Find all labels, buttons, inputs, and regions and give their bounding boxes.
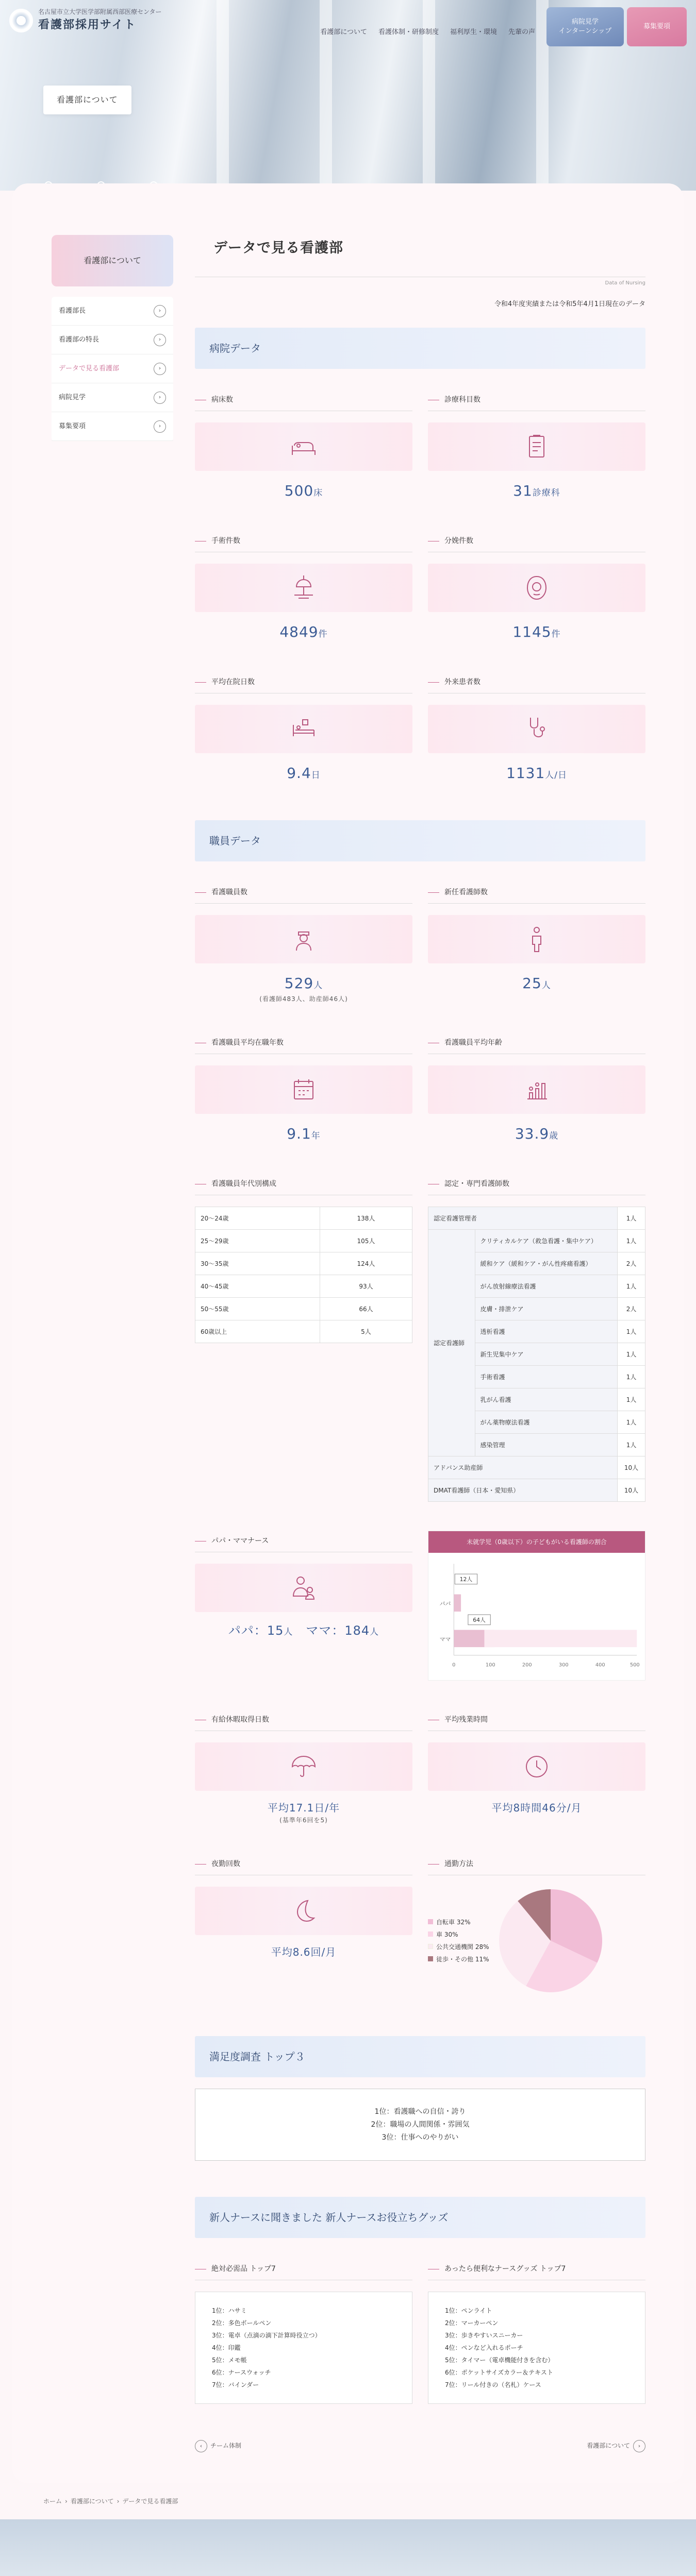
stat-unit: 人 <box>313 980 323 991</box>
list-item: 4位：印鑑 <box>212 2344 241 2351</box>
cert-group: 認定看護師 <box>428 1230 475 1456</box>
legend-label: 公共交通機関 28% <box>436 1943 489 1951</box>
cert-count: 2人 <box>618 1252 645 1275</box>
stat-value: 529 <box>284 975 314 992</box>
cert-count: 10人 <box>618 1456 645 1479</box>
commute-pie <box>496 1887 605 1995</box>
section-hospital-title: 病院データ <box>195 328 645 369</box>
cert-name: がん放射線療法看護 <box>475 1275 618 1298</box>
stat-label: 診療科目数 <box>428 395 645 411</box>
sidebar-list <box>52 297 173 441</box>
next-link[interactable] <box>587 2440 645 2452</box>
section-goods-title: 新人ナースに聞きました 新人ナースお役立ちグッズ <box>195 2197 645 2238</box>
chart-title: 未就学児（0歳以下）の子どもがいる看護師の割合 <box>428 1531 645 1553</box>
umbrella-icon <box>287 1750 320 1783</box>
list-item: 4位：ペンなど入れるポーチ <box>445 2344 523 2351</box>
cert-count: 1人 <box>618 1320 645 1343</box>
legend-item <box>428 1928 489 1941</box>
nav-item-system[interactable]: 看護体制・研修制度 <box>378 28 439 37</box>
stat-unit: 件 <box>551 629 561 639</box>
stat-note: (基準年6回を5) <box>279 1817 328 1824</box>
breadcrumb-about[interactable]: 看護部について <box>70 2498 114 2505</box>
content-panel <box>12 183 684 2483</box>
hospital-bed-icon <box>287 713 320 745</box>
moon-icon <box>287 1894 320 1927</box>
calendar-icon <box>287 1073 320 1106</box>
cert-name: クリティカルケア（救急看護・集中ケア） <box>475 1230 618 1252</box>
sidebar <box>52 235 173 2452</box>
table-row <box>195 1207 412 1230</box>
header-intern-button[interactable] <box>546 7 624 46</box>
person-icon <box>520 923 553 956</box>
hospital-building-photo <box>0 2519 696 2576</box>
stat-label: 外来患者数 <box>428 677 645 693</box>
cert-table-block <box>428 1179 645 1502</box>
stat-outpatients <box>428 677 645 784</box>
breadcrumb-sep: › <box>117 2498 120 2505</box>
section-staff-title: 職員データ <box>195 820 645 861</box>
next-label: 看護部について <box>587 2442 630 2449</box>
sidebar-item-recruit[interactable] <box>52 412 173 441</box>
list-item: 7位：バインダー <box>212 2381 259 2388</box>
stat-unit: 診療科 <box>532 488 560 498</box>
stat-label: 看護職員数 <box>195 887 412 904</box>
stat-surgery <box>195 536 412 643</box>
table-row <box>195 1298 412 1320</box>
list-item: 1位：ハサミ <box>212 2307 247 2314</box>
stat-age <box>428 1038 645 1145</box>
legend-dot <box>428 1919 433 1924</box>
stat-unit: 床 <box>313 488 323 498</box>
sidebar-item-features[interactable] <box>52 326 173 354</box>
cert-name: 感染管理 <box>475 1434 618 1456</box>
chevron-right-icon: › <box>154 392 166 404</box>
site-logo[interactable] <box>9 7 162 33</box>
bar-mama-bg <box>484 1630 637 1648</box>
parents-bar-chart <box>428 1531 645 1681</box>
chevron-right-icon: › <box>154 363 166 375</box>
sidebar-item-label: 看護部長 <box>59 307 86 315</box>
nurse-icon <box>287 923 320 956</box>
cert-name: 緩和ケア（緩和ケア・がん性疼痛看護） <box>475 1252 618 1275</box>
age-table <box>195 1207 412 1343</box>
list-item: 2位：多色ボールペン <box>212 2319 272 2327</box>
sidebar-item-label: データで見る看護部 <box>59 364 120 372</box>
stat-stay <box>195 677 412 784</box>
cert-name: 透析看護 <box>475 1320 618 1343</box>
table-row <box>195 1252 412 1275</box>
top-bar <box>0 0 696 52</box>
age-table-block <box>195 1179 412 1502</box>
cert-count: 1人 <box>618 1388 645 1411</box>
global-nav <box>320 19 687 46</box>
cert-name: アドバンス助産師 <box>428 1456 618 1479</box>
nav-item-voices[interactable]: 先輩の声 <box>508 28 535 37</box>
count-cell: 66人 <box>320 1298 412 1320</box>
chevron-left-icon: ‹ <box>195 2440 207 2452</box>
sidebar-item-label: 病院見学 <box>59 393 86 401</box>
papa-label: パパ： <box>228 1623 267 1638</box>
clipboard-icon <box>520 430 553 463</box>
mama-unit: 人 <box>370 1627 379 1637</box>
cert-count: 1人 <box>618 1230 645 1252</box>
bed-icon <box>287 430 320 463</box>
hero-title: 看護部について <box>43 86 131 114</box>
legend-label: 徒歩・その他 11% <box>436 1956 489 1963</box>
satisfaction-box <box>195 2089 645 2161</box>
row-label: パパ <box>439 1600 451 1607</box>
cert-count: 1人 <box>618 1411 645 1434</box>
table-row <box>428 1207 645 1230</box>
clock-icon <box>520 1750 553 1783</box>
cta-section <box>0 2519 696 2576</box>
list-item: 2位：職場の人間関係・雰囲気 <box>371 2120 470 2129</box>
mama-label: ママ： <box>306 1623 345 1638</box>
count-cell: 138人 <box>320 1207 412 1230</box>
cert-name: 新生児集中ケア <box>475 1343 618 1366</box>
prev-link[interactable] <box>195 2440 241 2452</box>
section-satisfaction-title: 満足度調査 トップ３ <box>195 2036 645 2077</box>
table-row <box>195 1320 412 1343</box>
breadcrumb-sep: › <box>65 2498 68 2505</box>
goods-must <box>195 2264 412 2404</box>
logo-subtitle: 名古屋市立大学医学部附属西部医療センター <box>38 8 162 15</box>
tick-label: 400 <box>595 1662 605 1668</box>
baby-icon <box>520 571 553 604</box>
header-apply-button[interactable]: 募集要項 <box>627 7 687 46</box>
legend-dot <box>428 1931 433 1937</box>
data-label: 12人 <box>459 1575 473 1583</box>
age-cell: 50〜55歳 <box>195 1298 320 1320</box>
legend-item <box>428 1953 489 1965</box>
parents-bar-svg <box>428 1553 645 1676</box>
table-row <box>195 1275 412 1298</box>
breadcrumb <box>0 2483 696 2519</box>
cert-count: 1人 <box>618 1207 645 1230</box>
mama-value: 184 <box>344 1623 370 1638</box>
cert-name: 認定看護管理者 <box>428 1207 618 1230</box>
cert-name: 乳がん看護 <box>475 1388 618 1411</box>
list-item: 3位：仕事へのやりがい <box>382 2133 459 2142</box>
stat-value: 500 <box>284 482 314 499</box>
stat-years <box>195 1038 412 1145</box>
cert-name: DMAT看護師（日本・愛知県） <box>428 1479 618 1502</box>
cert-count: 1人 <box>618 1343 645 1366</box>
stat-label: 有給休暇取得日数 <box>195 1715 412 1731</box>
stat-overtime <box>428 1715 645 1825</box>
legend-dot <box>428 1944 433 1949</box>
age-cell: 25〜29歳 <box>195 1230 320 1252</box>
stat-parents <box>195 1536 412 1681</box>
stat-value: 31 <box>513 482 533 499</box>
bar-growth-icon <box>520 1073 553 1106</box>
staff-data-grid <box>195 887 645 1995</box>
list-item: 3位：歩きやすいスニーカー <box>445 2332 523 2339</box>
stat-label: 新任看護師数 <box>428 887 645 904</box>
sidebar-item-label: 看護部の特長 <box>59 335 100 344</box>
list-item: 7位：リール付きの（名札）ケース <box>445 2381 541 2388</box>
count-cell: 5人 <box>320 1320 412 1343</box>
table-row <box>428 1456 645 1479</box>
stat-label: 通勤方法 <box>428 1859 645 1875</box>
cert-count: 1人 <box>618 1434 645 1456</box>
breadcrumb-home[interactable]: ホーム <box>43 2498 62 2505</box>
hospital-data-grid <box>195 395 645 784</box>
stat-unit: 件 <box>318 629 328 639</box>
sidebar-item-label: 募集要項 <box>59 422 86 430</box>
stat-label: 看護職員年代別構成 <box>195 1179 412 1195</box>
list-item: 5位：タイマー（電卓機能付きを含む） <box>445 2357 554 2364</box>
legend-label: 車 30% <box>436 1931 458 1938</box>
list-item: 5位：メモ帳 <box>212 2357 247 2364</box>
commute-chart <box>428 1887 645 1995</box>
stat-beds <box>195 395 412 502</box>
intern-label-2: インターンシップ <box>558 27 612 35</box>
stat-value: 平均17.1日/年 <box>267 1802 340 1814</box>
nav-item-welfare[interactable]: 福利厚生・環境 <box>450 28 497 37</box>
tick-label: 500 <box>629 1662 640 1668</box>
stat-value: 1145 <box>512 623 552 640</box>
stat-depts <box>428 395 645 502</box>
count-cell: 124人 <box>320 1252 412 1275</box>
cert-name: 手術看護 <box>475 1366 618 1388</box>
stat-label: 手術件数 <box>195 536 412 552</box>
logo-title: 看護部採用サイト <box>38 19 137 31</box>
stat-label: 平均残業時間 <box>428 1715 645 1731</box>
count-cell: 105人 <box>320 1230 412 1252</box>
stat-unit: 歳 <box>549 1131 559 1141</box>
stat-unit: 人/日 <box>545 770 567 781</box>
stat-note: (看護師483人、助産師46人) <box>259 995 348 1003</box>
chevron-right-icon: › <box>633 2440 645 2452</box>
tick-label: 100 <box>485 1662 495 1668</box>
cert-count: 2人 <box>618 1298 645 1320</box>
stat-value: 25 <box>522 975 542 992</box>
header-cta-group <box>546 7 687 46</box>
goods-handy <box>428 2264 645 2404</box>
table-row <box>195 1230 412 1252</box>
stat-unit: 年 <box>311 1131 321 1141</box>
page-title-en: Data of Nursing <box>605 280 645 286</box>
data-note: 令和4年度実績または令和5年4月1日現在のデータ <box>494 300 645 308</box>
row-label: ママ <box>439 1636 451 1643</box>
papa-value: 15 <box>267 1623 284 1638</box>
age-cell: 40〜45歳 <box>195 1275 320 1298</box>
cert-name: がん薬物療法看護 <box>475 1411 618 1434</box>
list-item: 1位：ペンライト <box>445 2307 492 2314</box>
age-cell: 20〜24歳 <box>195 1207 320 1230</box>
nav-item-about[interactable]: 看護部について <box>320 28 367 37</box>
stat-value: 9.4 <box>287 765 311 782</box>
stat-new-nurses <box>428 887 645 1004</box>
stat-unit: 日 <box>311 770 321 781</box>
stethoscope-icon <box>520 713 553 745</box>
age-cell: 60歳以上 <box>195 1320 320 1343</box>
breadcrumb-current: データで見る看護部 <box>122 2498 178 2505</box>
stat-commute <box>428 1859 645 1995</box>
stat-paid-leave <box>195 1715 412 1825</box>
stat-label: 認定・専門看護師数 <box>428 1179 645 1195</box>
data-label: 64人 <box>473 1616 486 1623</box>
sidebar-item-director[interactable] <box>52 297 173 326</box>
cert-count: 10人 <box>618 1479 645 1502</box>
legend-label: 自転車 32% <box>436 1919 471 1926</box>
list-item: 1位：看護職への自信・誇り <box>374 2107 466 2116</box>
intern-label-1: 病院見学 <box>571 18 599 26</box>
list-item: 3位：電卓（点滴の滴下計算時役立つ） <box>212 2332 321 2339</box>
table-row <box>428 1230 645 1252</box>
legend-dot <box>428 1956 433 1961</box>
commute-legend <box>428 1916 489 1965</box>
stat-value: 平均8時間46分/月 <box>491 1802 582 1814</box>
age-cell: 30〜35歳 <box>195 1252 320 1275</box>
papa-unit: 人 <box>284 1627 293 1637</box>
goods-grid <box>195 2264 645 2404</box>
goods-handy-list <box>428 2292 645 2404</box>
cert-table <box>428 1207 645 1502</box>
stat-label: 平均在院日数 <box>195 677 412 693</box>
sidebar-item-data[interactable] <box>52 354 173 383</box>
list-item: 2位：マーカーペン <box>445 2319 499 2327</box>
surgery-light-icon <box>287 571 320 604</box>
table-row <box>428 1479 645 1502</box>
stat-label: パパ・ママナース <box>195 1536 412 1552</box>
sidebar-item-visit[interactable] <box>52 383 173 412</box>
stat-value: 9.1 <box>287 1125 311 1142</box>
cert-name: 皮膚・排泄ケア <box>475 1298 618 1320</box>
list-item: 6位：ポケットサイズカラー＆テキスト <box>445 2369 553 2376</box>
count-cell: 93人 <box>320 1275 412 1298</box>
page-title: データで見る看護部 <box>195 235 645 277</box>
stat-label: 分娩件数 <box>428 536 645 552</box>
stat-label: 病床数 <box>195 395 412 411</box>
legend-item <box>428 1916 489 1928</box>
legend-item <box>428 1941 489 1953</box>
stat-label: 看護職員平均在職年数 <box>195 1038 412 1054</box>
stat-label: 夜勤回数 <box>195 1859 412 1875</box>
stat-value: 33.9 <box>515 1125 550 1142</box>
stat-unit: 人 <box>541 980 551 991</box>
logo-mark-icon <box>9 9 33 32</box>
stat-label: 絶対必需品 トップ7 <box>195 2264 412 2280</box>
chevron-right-icon: › <box>154 334 166 346</box>
list-item: 6位：ナースウォッチ <box>212 2369 271 2376</box>
chevron-right-icon: › <box>154 305 166 317</box>
stat-night-shifts <box>195 1859 412 1995</box>
stat-label: 看護職員平均年齢 <box>428 1038 645 1054</box>
sidebar-title: 看護部について <box>52 235 173 286</box>
stat-value: 4849 <box>279 623 319 640</box>
cert-count: 1人 <box>618 1275 645 1298</box>
goods-must-list <box>195 2292 412 2404</box>
stat-births <box>428 536 645 643</box>
tick-label: 200 <box>522 1662 532 1668</box>
stat-value: 1131 <box>506 765 545 782</box>
tick-label: 0 <box>452 1662 456 1668</box>
cert-count: 1人 <box>618 1366 645 1388</box>
parent-child-icon <box>287 1571 320 1604</box>
pager <box>195 2440 645 2452</box>
bar-papa <box>454 1595 461 1612</box>
main-content <box>195 235 645 2452</box>
page-header <box>0 0 696 191</box>
chevron-right-icon: › <box>154 420 166 433</box>
tick-label: 300 <box>558 1662 569 1668</box>
prev-label: チーム体制 <box>210 2442 242 2449</box>
stat-nurses <box>195 887 412 1004</box>
stat-value: 平均8.6回/月 <box>271 1946 337 1958</box>
stat-label: あったら便利なナースグッズ トップ7 <box>428 2264 645 2280</box>
